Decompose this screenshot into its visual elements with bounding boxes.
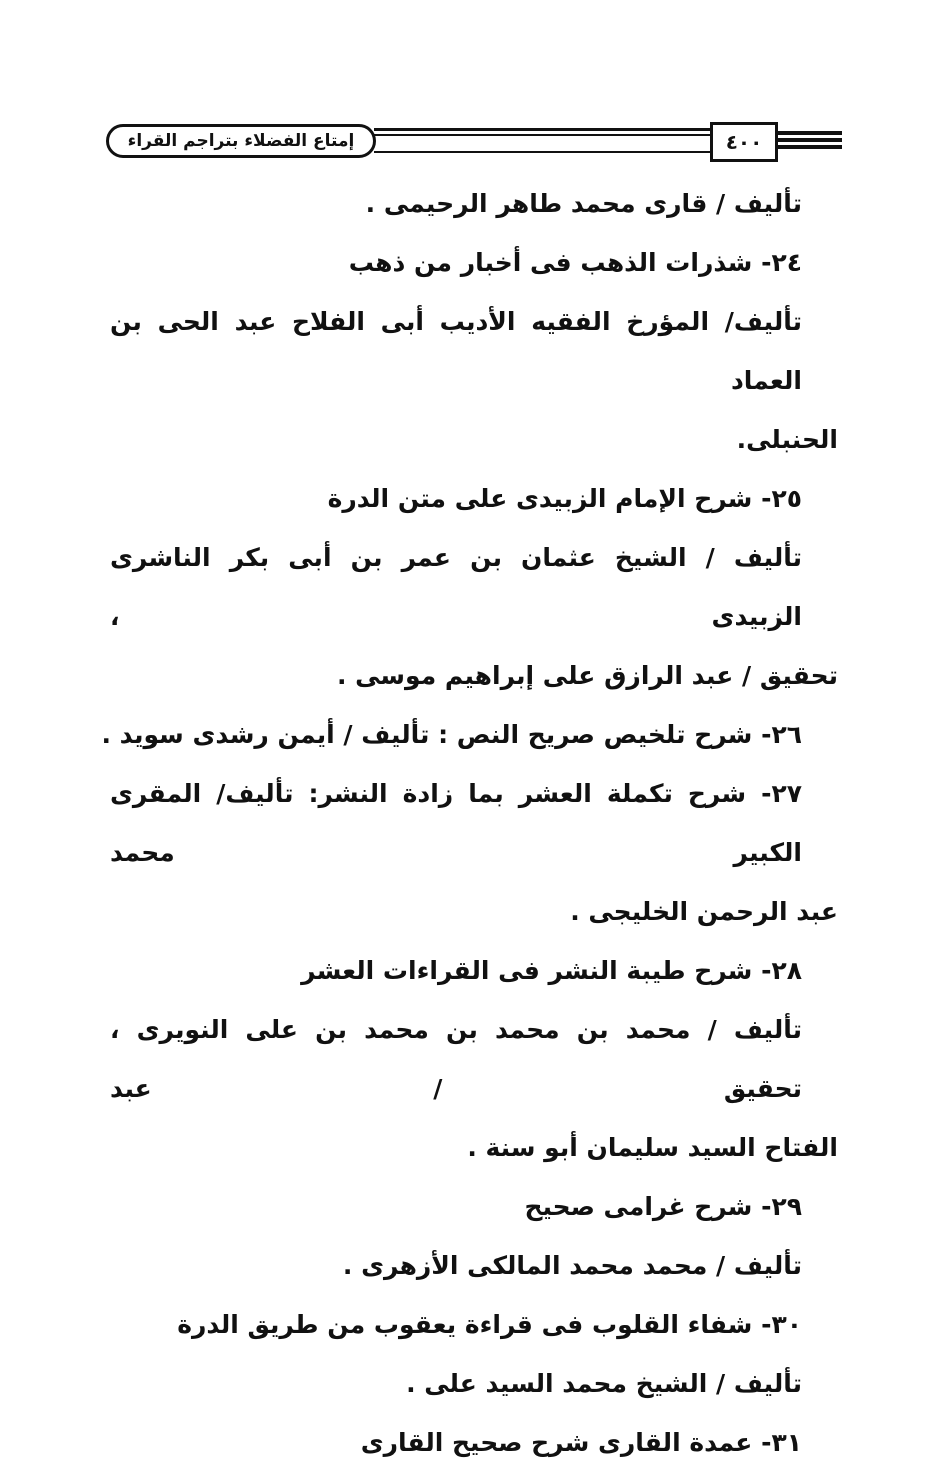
list-item-heading: ٢٤- شذرات الذهب فى أخبار من ذهب <box>348 248 802 277</box>
list-item-heading: ٢٧- شرح تكملة العشر بما زادة النشر: تأليف/ المقرى الكبير محمد <box>110 779 802 867</box>
header-rule <box>374 134 712 136</box>
list-item-heading: ٣١- عمدة القارى شرح صحيح القارى <box>360 1428 802 1457</box>
text-line: تأليف / الشيخ محمد السيد على . <box>406 1369 802 1398</box>
list-item-heading: ٢٨- شرح طيبة النشر فى القراءات العشر <box>301 956 802 985</box>
book-title: إمتاع الفضلاء بتراجم القراء <box>106 124 376 158</box>
header-rule <box>374 151 712 153</box>
header-rule <box>776 131 842 135</box>
text-line: الحنبلى. <box>736 425 838 454</box>
header-rule <box>374 128 712 131</box>
text-line: تأليف / قارى محمد طاهر الرحيمى . <box>365 189 802 218</box>
list-item-heading: ٣٠- شفاء القلوب فى قراءة يعقوب من طريق الدرة <box>177 1310 802 1339</box>
list-item-heading: ٢٦- شرح تلخيص صريح النص : تأليف / أيمن رشدى سويد . <box>101 720 802 749</box>
text-line: تأليف / محمد محمد المالكى الأزهرى . <box>342 1251 802 1280</box>
text-line: تأليف/ المؤرخ الفقيه الأديب أبى الفلاح عبد الحى بن العماد <box>110 307 802 395</box>
header-rule <box>776 138 842 142</box>
text-line: تحقيق / عبد الرازق على إبراهيم موسى . <box>336 661 838 690</box>
page-number: ٤٠٠ <box>710 122 778 162</box>
list-item-heading: ٢٥- شرح الإمام الزبيدى على متن الدرة <box>327 484 802 513</box>
text-line: تأليف / الشيخ عثمان بن عمر بن أبى بكر الناشرى الزبيدى ، <box>110 543 802 631</box>
text-line: الفتاح السيد سليمان أبو سنة . <box>467 1133 838 1162</box>
page-body <box>101 174 838 1472</box>
list-item-heading: ٢٩- شرح غرامى صحيح <box>524 1192 802 1221</box>
page-header <box>106 118 842 168</box>
header-rule <box>776 145 842 149</box>
text-line: تأليف / محمد بن محمد بن محمد بن على النويرى ، تحقيق / عبد <box>110 1015 802 1103</box>
text-line: عبد الرحمن الخليجى . <box>570 897 838 926</box>
